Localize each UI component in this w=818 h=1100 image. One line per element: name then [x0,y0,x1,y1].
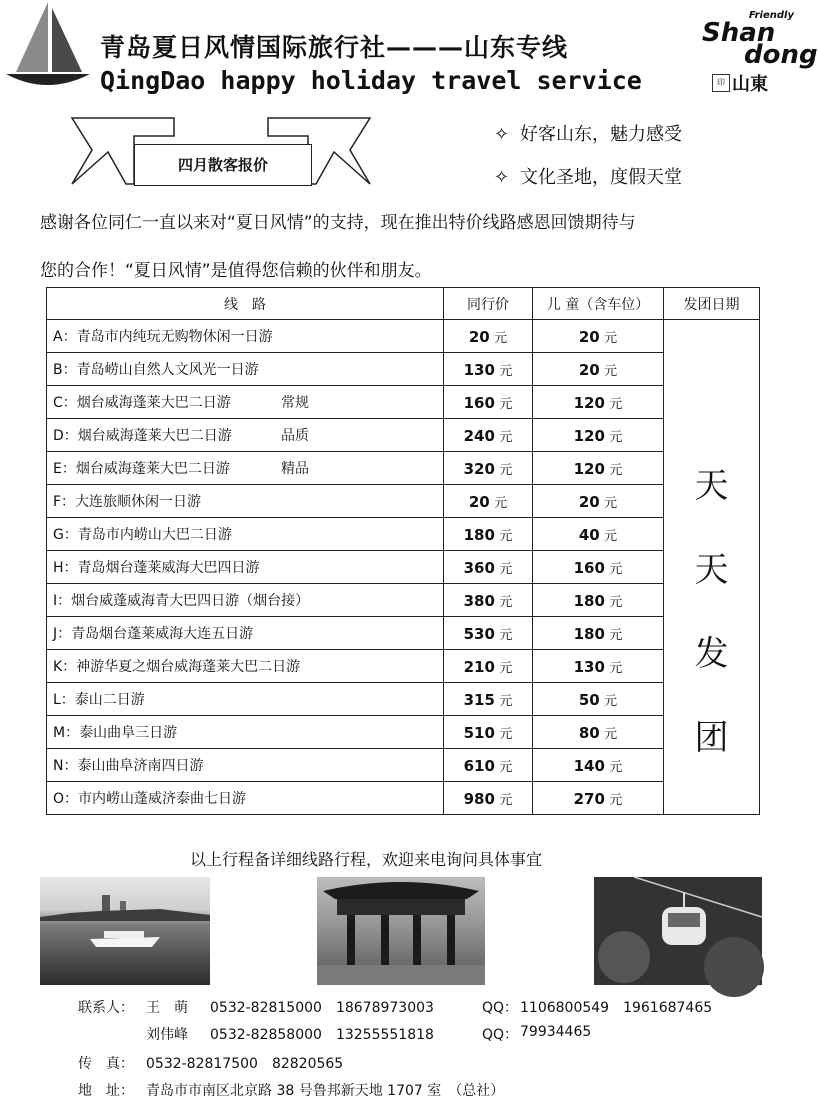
child-price: 20 [578,360,600,379]
address-label: 地 址： [78,1083,134,1099]
child-price: 120 [573,459,605,478]
child-price: 20 [578,327,600,346]
sparkle-icon: ✧ [494,124,510,145]
child-price: 120 [573,393,605,412]
peer-price-cell [444,716,533,749]
route-cell [47,749,444,782]
child-price-cell [533,782,664,815]
currency-unit: 元 [604,363,618,379]
currency-unit: 元 [499,759,513,775]
route-cell [47,386,444,419]
peer-price-cell [444,320,533,353]
route-cell [47,617,444,650]
seal-icon: 印 [712,74,730,92]
child-price-cell [533,551,664,584]
child-price: 50 [578,690,600,709]
peer-price: 530 [463,624,495,643]
cable-car-icon [594,877,762,985]
route-name: B：青岛崂山自然人文风光一日游 [53,362,259,378]
route-name: N：泰山曲阜济南四日游 [53,758,204,774]
route-name: J：青岛烟台蓬莱威海大连五日游 [53,626,254,642]
child-price: 160 [573,558,605,577]
route-name: F：大连旅顺休闲一日游 [53,494,202,510]
peer-price-cell [444,353,533,386]
currency-unit: 元 [499,726,513,742]
sparkle-icon: ✧ [494,167,510,188]
contact-label: 联系人： [78,1000,134,1016]
peer-price-cell [444,518,533,551]
header-price: 同行价 [444,288,533,320]
route-cell [47,782,444,815]
table-row [47,716,760,749]
route-name: I：烟台威蓬威海青大巴四日游（烟台接） [53,593,310,609]
child-price: 270 [573,789,605,808]
slogan-1 [494,120,682,146]
table-row [47,617,760,650]
peer-price: 510 [463,723,495,742]
header-route: 线 路 [47,288,444,320]
slogan-2 [494,163,682,189]
child-price-cell [533,584,664,617]
child-price-cell [533,683,664,716]
route-tier-tag: 精品 [281,461,309,477]
peer-price-cell [444,452,533,485]
route-cell [47,485,444,518]
currency-unit: 元 [609,429,623,445]
table-row [47,353,760,386]
intro-line-2: 您的合作！“夏日风情”是值得您信赖的伙伴和朋友。 [40,261,432,281]
contact-name-2: 刘伟峰 [146,1027,188,1043]
route-cell [47,551,444,584]
banner-label: 四月散客报价 [134,144,312,186]
child-price: 120 [573,426,605,445]
table-row [47,683,760,716]
peer-price: 980 [463,789,495,808]
slogan-text: 好客山东，魅力感受 [520,124,682,145]
currency-unit: 元 [499,561,513,577]
currency-unit: 元 [604,726,618,742]
peer-price: 610 [463,756,495,775]
child-price-cell [533,749,664,782]
route-name: K：神游华夏之烟台威海蓬莱大巴二日游 [53,659,301,675]
route-name: H：青岛烟台蓬莱威海大巴四日游 [53,560,260,576]
table-row [47,749,760,782]
currency-unit: 元 [499,594,513,610]
schedule-char: 团 [694,718,729,758]
schedule-char: 发 [694,634,729,674]
child-price-cell [533,617,664,650]
route-cell [47,320,444,353]
peer-price-cell [444,650,533,683]
child-price-cell [533,386,664,419]
header-departure: 发团日期 [664,288,760,320]
table-row [47,485,760,518]
route-cell [47,419,444,452]
currency-unit: 元 [499,660,513,676]
qq-number-1: 1106800549 1961687465 [520,1000,713,1016]
currency-unit: 元 [499,693,513,709]
routes-price-table [46,287,760,815]
table-header-row [47,288,760,320]
table-row [47,320,760,353]
qq-label-2: QQ： [482,1027,519,1043]
child-price: 180 [573,624,605,643]
table-row [47,650,760,683]
peer-price: 320 [463,459,495,478]
peer-price-cell [444,782,533,815]
peer-price: 160 [463,393,495,412]
harbor-ferry-photo [40,877,210,985]
departure-schedule-cell [664,320,760,815]
header-child-price: 儿 童（含车位） [533,288,664,320]
peer-price: 130 [463,360,495,379]
shandong-logo [700,8,818,98]
peer-price-cell [444,584,533,617]
sailboat-logo-icon [2,0,92,92]
schedule-char: 天 [694,550,729,590]
contact-phone-1: 0532-82815000 18678973003 [210,1000,434,1016]
currency-unit: 元 [609,561,623,577]
child-price-cell [533,320,664,353]
temple-gate-photo [317,877,485,985]
route-name: O：市内崂山蓬威济泰曲七日游 [53,791,247,807]
footer-note: 以上行程备详细线路行程，欢迎来电询问具体事宜 [190,850,543,869]
route-name: E：烟台威海蓬莱大巴二日游 [53,461,230,477]
currency-unit: 元 [609,660,623,676]
peer-price-cell [444,551,533,584]
currency-unit: 元 [604,528,618,544]
peer-price: 380 [463,591,495,610]
currency-unit: 元 [609,759,623,775]
route-tier-tag: 品质 [281,428,309,444]
cable-car-photo [594,877,762,985]
peer-price: 360 [463,558,495,577]
contact-name-1: 王 萌 [146,1000,188,1016]
logo-friendly-text: Friendly [748,10,794,21]
child-price-cell [533,485,664,518]
child-price: 20 [578,492,600,511]
contact-phone-2: 0532-82858000 13255551818 [210,1027,434,1043]
peer-price: 210 [463,657,495,676]
peer-price-cell [444,683,533,716]
peer-price-cell [444,386,533,419]
currency-unit: 元 [499,429,513,445]
currency-unit: 元 [604,495,618,511]
qq-label-1: QQ： [482,1000,519,1016]
route-cell [47,716,444,749]
route-cell [47,584,444,617]
route-tier-tag: 常规 [281,395,309,411]
currency-unit: 元 [499,627,513,643]
currency-unit: 元 [609,792,623,808]
peer-price: 180 [463,525,495,544]
child-price: 130 [573,657,605,676]
table-row [47,584,760,617]
currency-unit: 元 [494,330,508,346]
child-price-cell [533,353,664,386]
child-price-cell [533,650,664,683]
currency-unit: 元 [609,462,623,478]
table-row [47,386,760,419]
currency-unit: 元 [499,462,513,478]
gate-icon [317,877,485,985]
schedule-char: 天 [694,466,729,506]
currency-unit: 元 [609,396,623,412]
route-name: A：青岛市内纯玩无购物休闲一日游 [53,329,273,345]
intro-line-1: 感谢各位同仁一直以来对“夏日风情”的支持，现在推出特价线路感恩回馈期待与 [40,213,636,233]
peer-price: 20 [468,327,490,346]
logo-shan-text: Shan [702,18,776,48]
page-title: 青岛夏日风情国际旅行社———山东专线 [100,33,569,62]
child-price-cell [533,716,664,749]
table-row [47,551,760,584]
peer-price: 315 [463,690,495,709]
currency-unit: 元 [499,363,513,379]
currency-unit: 元 [499,528,513,544]
peer-price: 20 [468,492,490,511]
child-price: 40 [578,525,600,544]
route-cell [47,452,444,485]
ship-icon [40,877,210,985]
route-name: C：烟台威海蓬莱大巴二日游 [53,395,231,411]
child-price: 80 [578,723,600,742]
route-cell [47,683,444,716]
peer-price-cell [444,419,533,452]
slogan-text: 文化圣地，度假天堂 [520,167,682,188]
route-cell [47,353,444,386]
route-name: G：青岛市内崂山大巴二日游 [53,527,232,543]
child-price: 140 [573,756,605,775]
currency-unit: 元 [604,330,618,346]
qq-number-2: 79934465 [520,1024,592,1040]
route-cell [47,650,444,683]
page-subtitle-en: QingDao happy holiday travel service [100,66,642,95]
peer-price-cell [444,617,533,650]
currency-unit: 元 [609,627,623,643]
route-name: D：烟台威海蓬莱大巴二日游 [53,428,232,444]
table-row [47,452,760,485]
route-name: L：泰山二日游 [53,692,145,708]
currency-unit: 元 [494,495,508,511]
currency-unit: 元 [604,693,618,709]
route-name: M：泰山曲阜三日游 [53,725,178,741]
currency-unit: 元 [609,594,623,610]
child-price-cell [533,419,664,452]
table-row [47,782,760,815]
address-text: 青岛市市南区北京路 38 号鲁邦新天地 1707 室 （总社） [146,1083,505,1099]
table-row [47,419,760,452]
child-price-cell [533,452,664,485]
peer-price-cell [444,749,533,782]
logo-dong-text: dong [744,40,818,70]
peer-price-cell [444,485,533,518]
logo-cn-text: 山東 [732,74,768,95]
peer-price: 240 [463,426,495,445]
currency-unit: 元 [499,396,513,412]
table-row [47,518,760,551]
fax-label: 传 真： [78,1056,134,1072]
child-price-cell [533,518,664,551]
currency-unit: 元 [499,792,513,808]
route-cell [47,518,444,551]
fax-number: 0532-82817500 82820565 [146,1056,344,1072]
child-price: 180 [573,591,605,610]
